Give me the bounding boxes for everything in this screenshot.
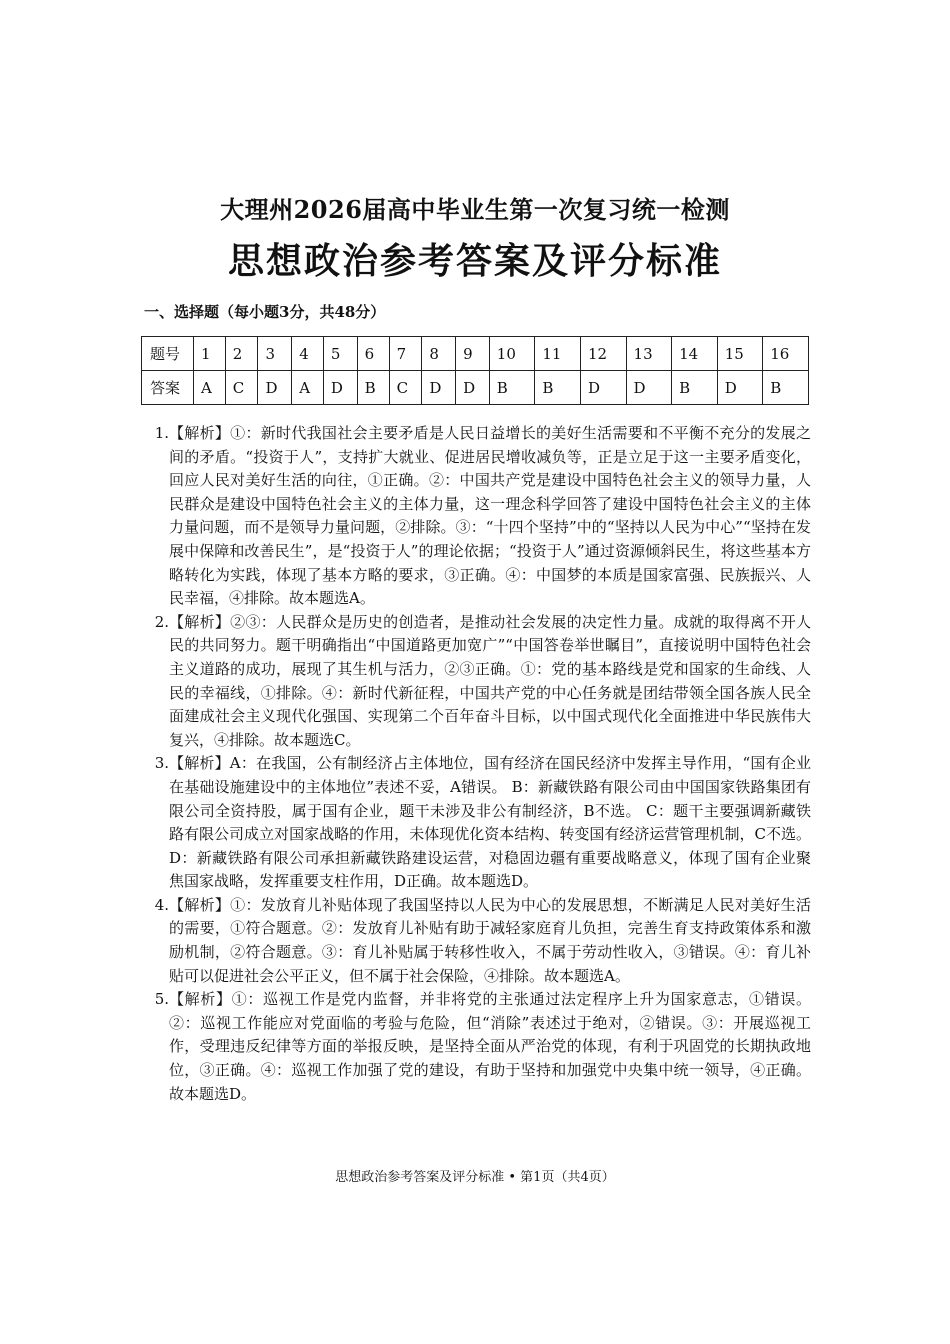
analysis-item bbox=[141, 988, 811, 1106]
question-number-cell: 4 bbox=[292, 337, 324, 371]
answer-cell: A bbox=[292, 371, 324, 405]
answer-cell: B bbox=[535, 371, 581, 405]
answer-cell: D bbox=[717, 371, 763, 405]
answer-cell: B bbox=[763, 371, 809, 405]
item-text: 【解析】②③：人民群众是历史的创造者，是推动社会发展的决定性力量。成就的取得离不开人民的共同努力。题干明确指出“中国道路更加宽广”“中国答卷举世瞩目”，直接说明中国特色社会主义道路的成功，展现了其生机与活力，②③正确。①：党的基本路线是党和国家的生命线、人民的幸福线，①排除。④：新时代新征程，中国共产党的中心任务就是团结带领全国各族人民全面建成社会主义现代化强国、实现第二个百年奋斗目标，以中国式现代化全面推进中华民族伟大复兴，④排除。故本题选C。 bbox=[169, 612, 811, 749]
question-number-cell: 1 bbox=[194, 337, 226, 371]
item-number: 2. bbox=[154, 612, 169, 631]
answer-cell: B bbox=[672, 371, 718, 405]
exam-title: 大理州2026届高中毕业生第一次复习统一检测 bbox=[220, 195, 730, 224]
row-label-answer: 答案 bbox=[142, 371, 194, 405]
answer-cell: D bbox=[580, 371, 626, 405]
item-number: 4. bbox=[154, 895, 169, 914]
question-number-cell: 8 bbox=[422, 337, 456, 371]
answer-cell: D bbox=[626, 371, 672, 405]
question-number-cell: 6 bbox=[357, 337, 389, 371]
analysis-item bbox=[141, 611, 811, 753]
question-number-cell: 13 bbox=[626, 337, 672, 371]
item-number: 5. bbox=[154, 990, 169, 1009]
item-text: 【解析】①：巡视工作是党内监督，并非将党的主张通过法定程序上升为国家意志，①错误。②：巡视工作能应对党面临的考验与危险，但“消除”表述过于绝对，②错误。③：开展巡视工作，受理违反纪律等方面的举报反映，是坚持全面从严治党的体现，有利于巩固党的长期执政地位，③正确。④：巡视工作加强了党的建设，有助于坚持和加强党中央集中统一领导，④正确。故本题选D。 bbox=[169, 990, 811, 1103]
answer-table bbox=[141, 336, 809, 405]
answer-cell: D bbox=[422, 371, 456, 405]
answer-cell: A bbox=[194, 371, 226, 405]
answer-cell: D bbox=[456, 371, 490, 405]
item-text: 【解析】①：新时代我国社会主要矛盾是人民日益增长的美好生活需要和不平衡不充分的发展之间的矛盾。“投资于人”，支持扩大就业、促进居民增收减负等，正是立足于这一主要矛盾变化，回应人民对美好生活的向往，①正确。②：中国共产党是建设中国特色社会主义的领导力量，人民群众是建设中国特色社会主义的主体力量，这一理念科学回答了建设中国特色社会主义的主体力量问题，而不是领导力量问题，②排除。③：“十四个坚持”中的“坚持以人民为中心”“坚持在发展中保障和改善民生”，是“投资于人”的理论依据；“投资于人”通过资源倾斜民生，将这些基本方略转化为实践，体现了基本方略的要求，③正确。④：中国梦的本质是国家富强、民族振兴、人民幸福，④排除。故本题选A。 bbox=[169, 424, 811, 608]
item-text: 【解析】A：在我国，公有制经济占主体地位，国有经济在国民经济中发挥主导作用，“国有企业在基础设施建设中的主体地位”表述不妥，A错误。 B：新藏铁路有限公司由中国国家铁路集团有限公司全资持股，属于国有企业，题干未涉及非公有制经济，B不选。 C：题干主要强调新藏铁路有限公司成立对国家战略的作用，未体现优化资本结构、转变国有经济运营管理机制，C不选。 D：新藏铁路有限公司承担新藏铁路建设运营，对稳固边疆有重要战略意义，体现了国有企业聚焦国家战略，发挥重要支柱作用，D正确。故本题选D。 bbox=[169, 754, 811, 891]
question-number-cell: 10 bbox=[489, 337, 535, 371]
item-number: 3. bbox=[154, 754, 169, 773]
question-number-cell: 11 bbox=[535, 337, 581, 371]
item-number: 1. bbox=[154, 424, 169, 442]
question-number-cell: 3 bbox=[258, 337, 292, 371]
analysis-item bbox=[141, 894, 811, 988]
question-number-cell: 5 bbox=[323, 337, 357, 371]
page-footer: 思想政治参考答案及评分标准 • 第1页（共4页） bbox=[335, 1170, 615, 1185]
question-number-cell: 9 bbox=[456, 337, 490, 371]
page-title: 思想政治参考答案及评分标准 bbox=[227, 240, 722, 282]
answer-cell: D bbox=[323, 371, 357, 405]
answer-cell: B bbox=[489, 371, 535, 405]
question-number-cell: 7 bbox=[389, 337, 422, 371]
question-number-cell: 16 bbox=[763, 337, 809, 371]
analysis-item bbox=[141, 752, 811, 894]
question-number-cell: 15 bbox=[717, 337, 763, 371]
answer-cell: C bbox=[225, 371, 258, 405]
question-number-cell: 12 bbox=[580, 337, 626, 371]
question-number-cell: 14 bbox=[672, 337, 718, 371]
table-row-answers bbox=[142, 371, 809, 405]
table-row-numbers bbox=[142, 337, 809, 371]
item-text: 【解析】①：发放育儿补贴体现了我国坚持以人民为中心的发展思想，不断满足人民对美好生活的需要，①符合题意。②：发放育儿补贴有助于减轻家庭育儿负担，完善生育支持政策体系和激励机制，②符合题意。③：育儿补贴属于转移性收入，不属于劳动性收入，③错误。④：育儿补贴可以促进社会公平正义，但不属于社会保险，④排除。故本题选A。 bbox=[169, 895, 811, 985]
answer-cell: C bbox=[389, 371, 422, 405]
question-number-cell: 2 bbox=[225, 337, 258, 371]
row-label-number: 题号 bbox=[142, 337, 194, 371]
answer-cell: B bbox=[357, 371, 389, 405]
analysis-item bbox=[141, 422, 811, 611]
analysis-list bbox=[141, 422, 811, 1106]
answer-cell: D bbox=[258, 371, 292, 405]
section-heading: 一、选择题（每小题3分，共48分） bbox=[144, 303, 386, 321]
